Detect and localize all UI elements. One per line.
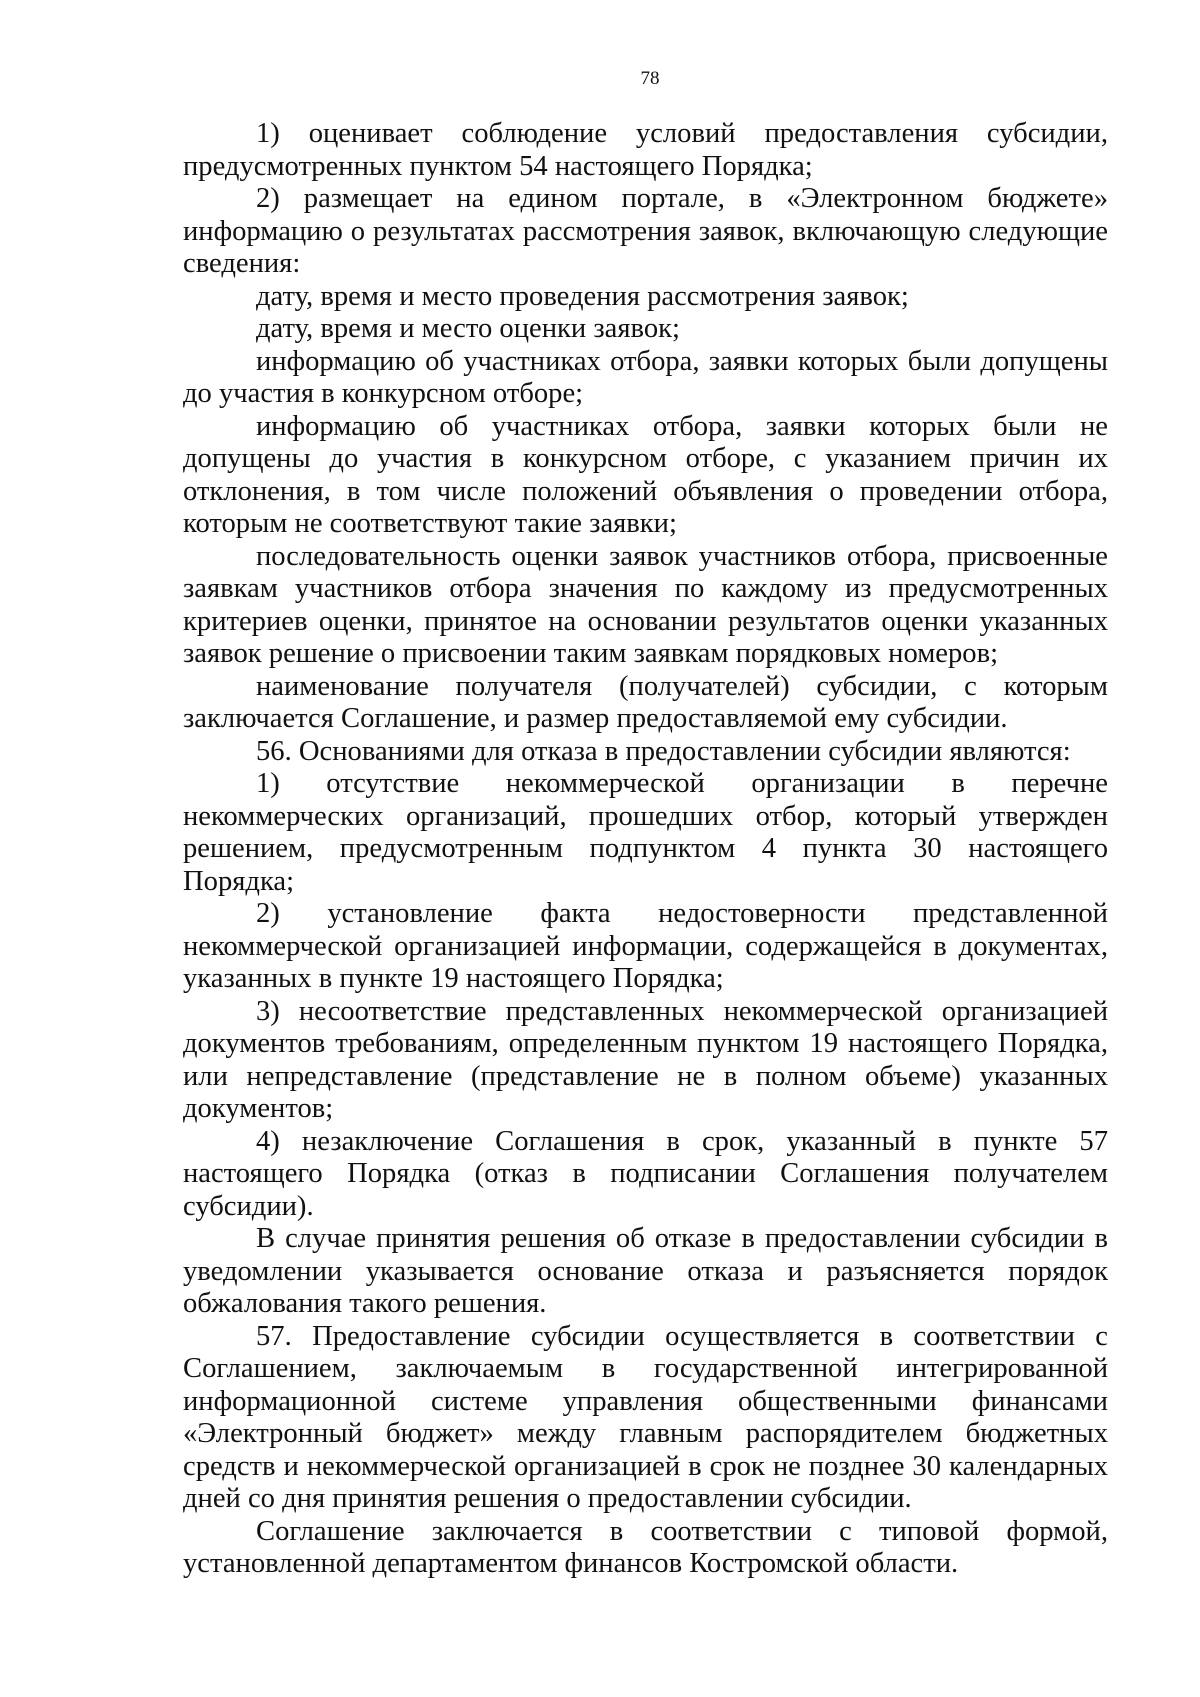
paragraph-56-item-3: 3) несоответствие представленных некоммерческой организацией документов требованиям, определенным пунктом 19 настоящего Порядка, или непредставление (представление не в полном объеме) указанных документов; bbox=[183, 995, 1108, 1124]
paragraph-admitted-participants: информацию об участниках отбора, заявки которых были допущены до участия в конкурсном отборе; bbox=[183, 345, 1108, 409]
paragraph-refusal-notice: В случае принятия решения об отказе в предоставлении субсидии в уведомлении указывается основание отказа и разъясняется порядок обжалования такого решения. bbox=[183, 1223, 1108, 1319]
paragraph-56-item-2: 2) установление факта недостоверности представленной некоммерческой организацией информации, содержащейся в документах, указанных в пункте 19 настоящего Порядка; bbox=[183, 898, 1108, 994]
paragraph-evaluation-sequence: последовательность оценки заявок участников отбора, присвоенные заявкам участников отбора значения по каждому из предусмотренных критериев оценки, принятое на основании результатов оценки указанных заявок решение о присвоении таким заявкам порядковых номеров; bbox=[183, 540, 1108, 669]
paragraph-rejected-participants: информацию об участниках отбора, заявки которых были не допущены до участия в конкурсном отборе, с указанием причин их отклонения, в том числе положений объявления о проведении отбора, которым не соответствуют такие заявки; bbox=[183, 410, 1108, 539]
paragraph-recipient-name: наименование получателя (получателей) субсидии, с которым заключается Соглашение, и размер предоставляемой ему субсидии. bbox=[183, 670, 1108, 734]
paragraph-section-57: 57. Предоставление субсидии осуществляется в соответствии с Соглашением, заключаемым в государственной интегрированной информационной системе управления общественными финансами «Электронный бюджет» между главным распорядителем бюджетных средств и некоммерческой организацией в срок не позднее 30 календарных дней со дня принятия решения о предоставлении субсидии. bbox=[183, 1320, 1108, 1514]
paragraph-56-item-4: 4) незаключение Соглашения в срок, указанный в пункте 57 настоящего Порядка (отказ в подписании Соглашения получателем субсидии). bbox=[183, 1125, 1108, 1222]
document-body bbox=[183, 118, 1108, 1581]
paragraph-item-2: 2) размещает на едином портале, в «Электронном бюджете» информацию о результатах рассмотрения заявок, включающую следующие сведения: bbox=[183, 183, 1108, 279]
paragraph-item-1: 1) оценивает соблюдение условий предоставления субсидии, предусмотренных пунктом 54 настоящего Порядка; bbox=[183, 118, 1108, 182]
paragraph-date-evaluation: дату, время и место оценки заявок; bbox=[256, 313, 680, 344]
paragraph-section-56: 56. Основаниями для отказа в предоставлении субсидии являются: bbox=[256, 735, 1071, 767]
page-number: 78 bbox=[640, 68, 660, 89]
paragraph-date-review: дату, время и место проведения рассмотрения заявок; bbox=[256, 280, 909, 312]
paragraph-agreement-form: Соглашение заключается в соответствии с типовой формой, установленной департаментом финансов Костромской области. bbox=[183, 1515, 1108, 1579]
paragraph-56-item-1: 1) отсутствие некоммерческой организации в перечне некоммерческих организаций, прошедших отбор, который утвержден решением, предусмотренным подпунктом 4 пункта 30 настоящего Порядка; bbox=[183, 768, 1108, 897]
